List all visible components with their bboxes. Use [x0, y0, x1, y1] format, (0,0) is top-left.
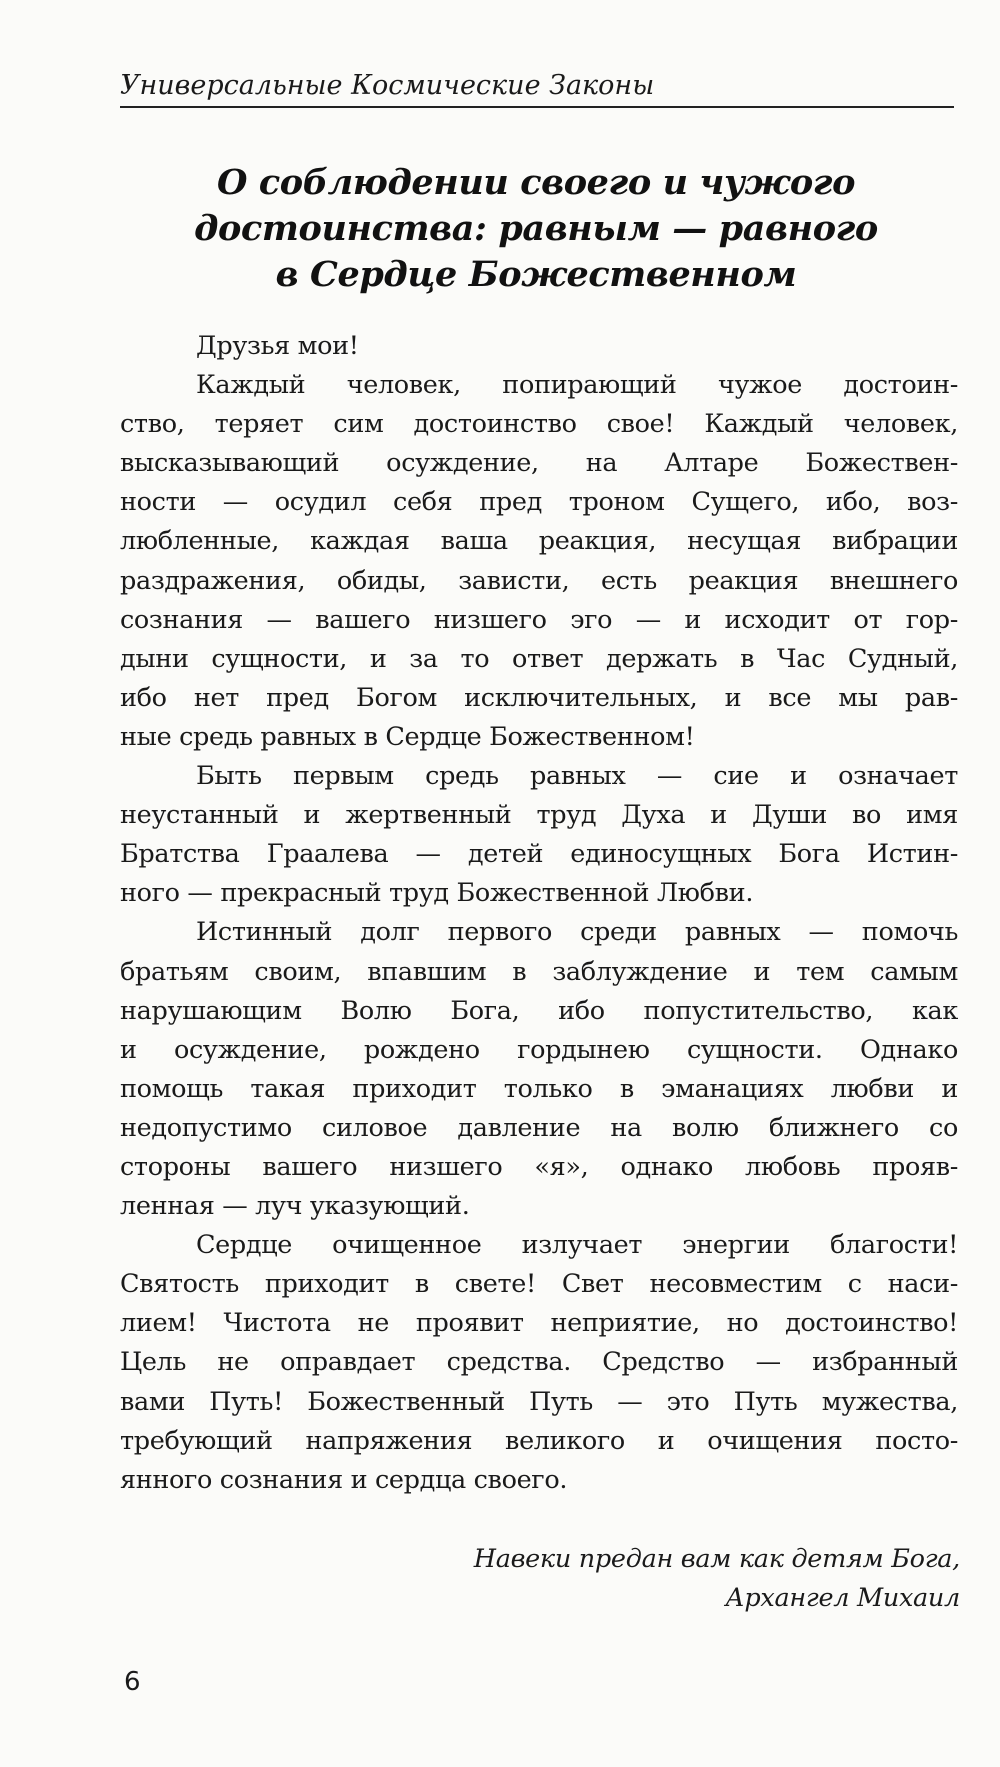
body-line: Цель не оправдает средства. Средство — избранный [120, 1347, 958, 1378]
chapter-title-line: О соблюдении своего и чужого [216, 162, 856, 203]
body-line: лием! Чистота не проявит неприятие, но достоинство! [120, 1308, 958, 1339]
body-line: Быть первым средь равных — сие и означает [196, 761, 958, 792]
body-line: дыни сущности, и за то ответ держать в Час Судный, [120, 643, 958, 674]
body-line: раздражения, обиды, зависти, есть реакция внешнего [120, 565, 958, 596]
body-line: высказывающий осуждение, на Алтаре Божествен- [120, 448, 958, 479]
body-line: Друзья мои! [196, 331, 359, 361]
body-line: ство, теряет сим достоинство свое! Каждый человек, [120, 409, 958, 440]
body-line: стороны вашего низшего «я», однако любовь прояв- [120, 1151, 958, 1182]
body-line: ные средь равных в Сердце Божественном! [120, 721, 695, 752]
body-line: любленные, каждая ваша реакция, несущая вибрации [120, 526, 958, 557]
body-line: ного — прекрасный труд Божественной Любви. [120, 878, 754, 909]
chapter-title [120, 160, 952, 298]
header-rule [120, 106, 954, 108]
signature-closing: Навеки предан вам как детям Бога, [473, 1544, 960, 1574]
body-line: Истинный долг первого среди равных — помочь [196, 917, 958, 948]
body-line: и осуждение, рождено гордынею сущности. Однако [120, 1034, 958, 1065]
body-line: Святость приходит в свете! Свет несовместим с наси- [120, 1269, 958, 1300]
body-line: Сердце очищенное излучает энергии благости! [196, 1230, 958, 1261]
body-line: братьям своим, впавшим в заблуждение и тем самым [120, 956, 958, 987]
body-line: Братства Граалева — детей единосущных Бога Истин- [120, 839, 958, 870]
body-line: недопустимо силовое давление на волю ближнего со [120, 1112, 958, 1143]
body-line: ленная — луч указующий. [120, 1191, 470, 1222]
body-line: ности — осудил себя пред троном Сущего, ибо, воз- [120, 487, 958, 518]
body-line: ибо нет пред Богом исключительных, и все мы рав- [120, 682, 958, 713]
body-line: янного сознания и сердца своего. [120, 1464, 568, 1495]
body-text [120, 327, 958, 1500]
chapter-title-line: достоинства: равным — равного [194, 208, 878, 249]
body-line: сознания — вашего низшего эго — и исходит от гор- [120, 604, 958, 635]
body-line: требующий напряжения великого и очищения посто- [120, 1425, 958, 1456]
body-line: Каждый человек, попирающий чужое достоин- [196, 370, 958, 401]
signature-author: Архангел Михаил [725, 1583, 960, 1613]
chapter-title-line: в Сердце Божественном [275, 254, 797, 295]
body-line: вами Путь! Божественный Путь — это Путь мужества, [120, 1386, 958, 1417]
body-line: нарушающим Волю Бога, ибо попустительство, как [120, 995, 958, 1026]
running-header: Универсальные Космические Законы [120, 70, 655, 101]
body-line: помощь такая приходит только в эманациях любви и [120, 1073, 958, 1104]
body-line: неустанный и жертвенный труд Духа и Души во имя [120, 800, 958, 831]
page-number: 6 [124, 1667, 141, 1697]
